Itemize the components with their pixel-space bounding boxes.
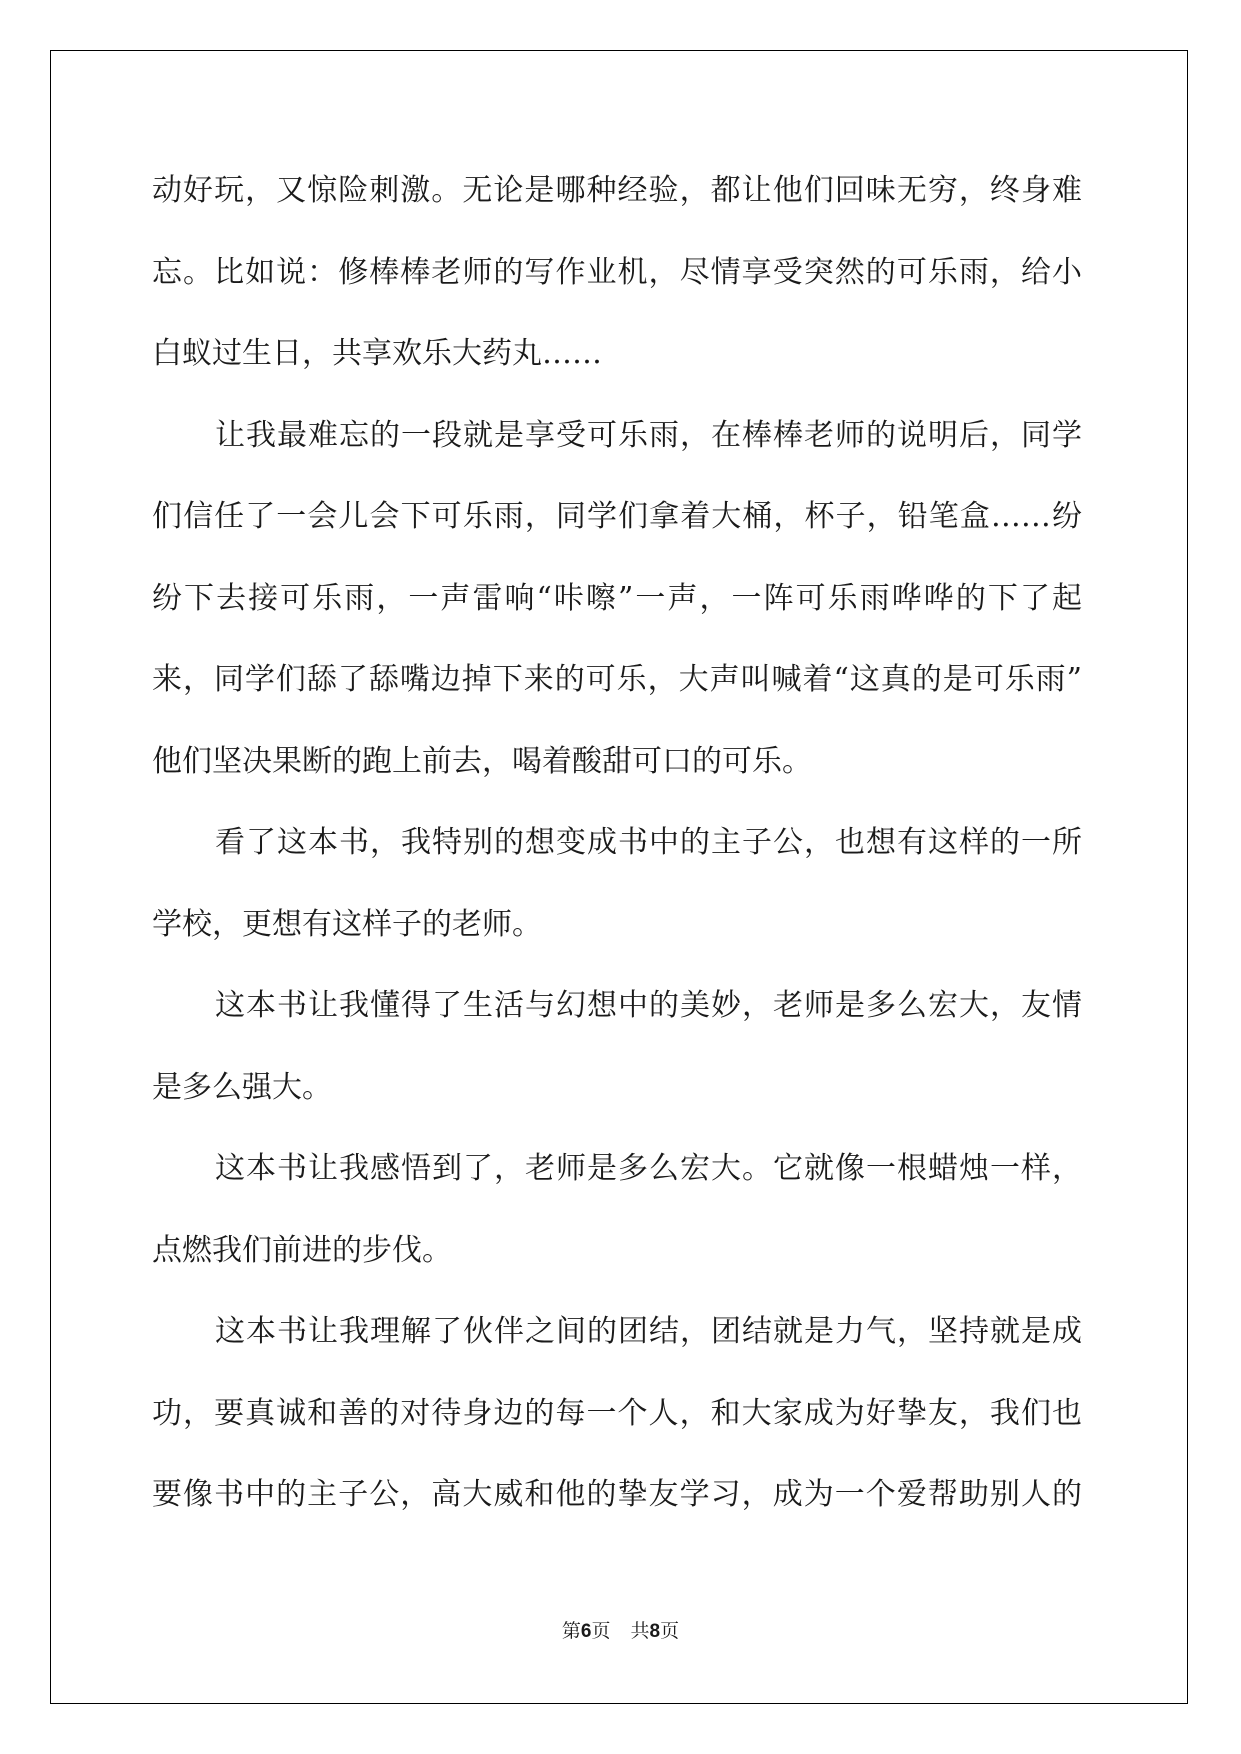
- paragraph-first-line: 这本书让我感悟到了，老师是多么宏大。它就像一根蜡烛一样，: [215, 1151, 1082, 1186]
- page-prefix: 第: [561, 1620, 581, 1642]
- text-line: 们信任了一会儿会下可乐雨，同学们拿着大桶，杯子，铅笔盒……纷: [152, 499, 1082, 534]
- text-line: 是多么强大。: [152, 1069, 332, 1105]
- total-suffix: 页: [660, 1620, 680, 1642]
- text-line: 要像书中的主子公，高大威和他的挚友学习，成为一个爱帮助别人的: [152, 1477, 1082, 1512]
- text-line: 动好玩，又惊险刺激。无论是哪种经验，都让他们回味无穷，终身难: [152, 173, 1082, 208]
- text-line: 他们坚决果断的跑上前去，喝着酸甜可口的可乐。: [152, 743, 812, 779]
- text-line: 来，同学们舔了舔嘴边掉下来的可乐，大声叫喊着“这真的是可乐雨”: [152, 662, 1082, 697]
- paragraph-first-line: 看了这本书，我特别的想变成书中的主子公，也想有这样的一所: [215, 825, 1082, 860]
- total-pages: 8: [649, 1621, 661, 1642]
- text-line: 忘。比如说：修棒棒老师的写作业机，尽情享受突然的可乐雨，给小: [152, 254, 1082, 290]
- text-line: 点燃我们前进的步伐。: [152, 1232, 452, 1268]
- page-number: 6: [580, 1621, 592, 1642]
- paragraph-first-line: 这本书让我懂得了生活与幻想中的美妙，老师是多么宏大，友情: [215, 988, 1082, 1023]
- text-line: 学校，更想有这样子的老师。: [152, 906, 542, 942]
- document-body: [152, 160, 1082, 1546]
- page-footer: [0, 1619, 1241, 1644]
- text-line: 白蚁过生日，共享欢乐大药丸……: [152, 336, 602, 371]
- page-suffix: 页: [591, 1620, 611, 1642]
- total-prefix: 共: [630, 1620, 650, 1642]
- paragraph-first-line: 让我最难忘的一段就是享受可乐雨，在棒棒老师的说明后，同学: [215, 417, 1082, 453]
- text-line: 功，要真诚和善的对待身边的每一个人，和大家成为好挚友，我们也: [152, 1395, 1082, 1431]
- paragraph-first-line: 这本书让我理解了伙伴之间的团结，团结就是力气，坚持就是成: [215, 1314, 1082, 1349]
- text-line: 纷下去接可乐雨，一声雷响“咔嚓”一声，一阵可乐雨哗哗的下了起: [152, 580, 1082, 616]
